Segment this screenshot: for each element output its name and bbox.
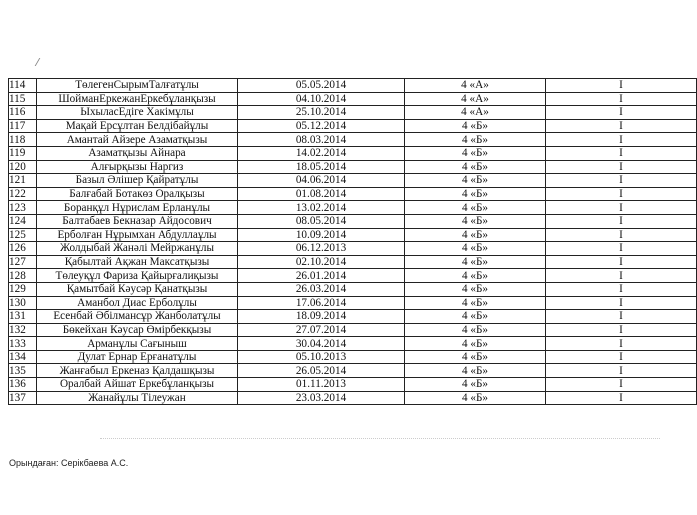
grade-mark: I (546, 79, 697, 93)
row-number: 128 (9, 269, 37, 283)
birth-date: 23.03.2014 (238, 391, 405, 405)
row-number: 124 (9, 214, 37, 228)
grade-mark: I (546, 323, 697, 337)
birth-date: 04.10.2014 (238, 92, 405, 106)
grade-mark: I (546, 364, 697, 378)
row-number: 130 (9, 296, 37, 310)
row-number: 125 (9, 228, 37, 242)
birth-date: 05.05.2014 (238, 79, 405, 93)
student-name: Қабылтай Ақжан Максатқызы (37, 255, 238, 269)
student-name: Балғабай Ботакөз Оралқызы (37, 187, 238, 201)
grade-mark: I (546, 187, 697, 201)
class-name: 4 «Б» (405, 269, 546, 283)
class-name: 4 «Б» (405, 391, 546, 405)
student-name: ТөлегенСырымТалғатұлы (37, 79, 238, 93)
birth-date: 26.01.2014 (238, 269, 405, 283)
class-name: 4 «Б» (405, 174, 546, 188)
table-row (9, 296, 697, 310)
birth-date: 08.05.2014 (238, 214, 405, 228)
student-name: Базыл Әлішер Қайратұлы (37, 174, 238, 188)
row-number: 135 (9, 364, 37, 378)
class-name: 4 «Б» (405, 187, 546, 201)
birth-date: 27.07.2014 (238, 323, 405, 337)
birth-date: 26.05.2014 (238, 364, 405, 378)
class-name: 4 «Б» (405, 296, 546, 310)
student-table (8, 78, 697, 405)
table-row (9, 106, 697, 120)
row-number: 131 (9, 310, 37, 324)
row-number: 134 (9, 350, 37, 364)
row-number: 119 (9, 146, 37, 160)
birth-date: 18.05.2014 (238, 160, 405, 174)
table-row (9, 228, 697, 242)
grade-mark: I (546, 228, 697, 242)
grade-mark: I (546, 350, 697, 364)
student-name: Оралбай Айшат Еркебұланқызы (37, 378, 238, 392)
student-table-body (9, 79, 697, 405)
row-number: 132 (9, 323, 37, 337)
table-row (9, 310, 697, 324)
grade-mark: I (546, 269, 697, 283)
row-number: 126 (9, 242, 37, 256)
birth-date: 04.06.2014 (238, 174, 405, 188)
student-name: ЫхыласЕдіге Хакімұлы (37, 106, 238, 120)
student-name: Есенбай Әбілмансұр Жанболатұлы (37, 310, 238, 324)
student-name: Амантай Айзере Азаматқызы (37, 133, 238, 147)
row-number: 137 (9, 391, 37, 405)
table-row (9, 133, 697, 147)
scan-artifact (100, 438, 660, 441)
student-name: Бөкейхан Кәусар Өмірбекқызы (37, 323, 238, 337)
class-name: 4 «Б» (405, 242, 546, 256)
table-row (9, 174, 697, 188)
student-name: Ерболған Нұрымхан Абдуллаұлы (37, 228, 238, 242)
table-row (9, 323, 697, 337)
student-name: Арманұлы Сағыныш (37, 337, 238, 351)
class-name: 4 «Б» (405, 378, 546, 392)
grade-mark: I (546, 337, 697, 351)
grade-mark: I (546, 378, 697, 392)
birth-date: 06.12.2013 (238, 242, 405, 256)
grade-mark: I (546, 310, 697, 324)
table-row (9, 160, 697, 174)
student-name: Жолдыбай Жанәлі Мейржанұлы (37, 242, 238, 256)
class-name: 4 «Б» (405, 255, 546, 269)
table-row (9, 378, 697, 392)
grade-mark: I (546, 242, 697, 256)
grade-mark: I (546, 391, 697, 405)
row-number: 133 (9, 337, 37, 351)
table-row (9, 92, 697, 106)
class-name: 4 «Б» (405, 350, 546, 364)
student-name: Төлеуқұл Фариза Қайырғалиқызы (37, 269, 238, 283)
grade-mark: I (546, 160, 697, 174)
birth-date: 18.09.2014 (238, 310, 405, 324)
table-row (9, 187, 697, 201)
student-name: Азаматқызы Айнара (37, 146, 238, 160)
row-number: 136 (9, 378, 37, 392)
student-name: Алғырқызы Наргиз (37, 160, 238, 174)
birth-date: 05.10.2013 (238, 350, 405, 364)
student-name: Боранқұл Нұрислам Ерланұлы (37, 201, 238, 215)
table-row (9, 201, 697, 215)
birth-date: 17.06.2014 (238, 296, 405, 310)
birth-date: 10.09.2014 (238, 228, 405, 242)
student-name: Аманбол Диас Ерболұлы (37, 296, 238, 310)
class-name: 4 «Б» (405, 214, 546, 228)
birth-date: 30.04.2014 (238, 337, 405, 351)
class-name: 4 «Б» (405, 323, 546, 337)
class-name: 4 «Б» (405, 160, 546, 174)
student-name: Балтабаев Бекназар Айдосович (37, 214, 238, 228)
class-name: 4 «Б» (405, 364, 546, 378)
birth-date: 13.02.2014 (238, 201, 405, 215)
row-number: 114 (9, 79, 37, 93)
grade-mark: I (546, 296, 697, 310)
birth-date: 01.11.2013 (238, 378, 405, 392)
table-row (9, 79, 697, 93)
class-name: 4 «А» (405, 92, 546, 106)
row-number: 117 (9, 119, 37, 133)
table-row (9, 364, 697, 378)
table-row (9, 255, 697, 269)
table-row (9, 269, 697, 283)
class-name: 4 «А» (405, 106, 546, 120)
table-row (9, 214, 697, 228)
scan-mark (35, 58, 53, 66)
signature-line: Орындаған: Серікбаева А.С. (9, 458, 129, 468)
row-number: 121 (9, 174, 37, 188)
class-name: 4 «Б» (405, 133, 546, 147)
student-name: Жанғабыл Еркеназ Қалдашқызы (37, 364, 238, 378)
birth-date: 26.03.2014 (238, 282, 405, 296)
table-row (9, 146, 697, 160)
row-number: 120 (9, 160, 37, 174)
row-number: 129 (9, 282, 37, 296)
row-number: 127 (9, 255, 37, 269)
birth-date: 08.03.2014 (238, 133, 405, 147)
table-row (9, 282, 697, 296)
birth-date: 25.10.2014 (238, 106, 405, 120)
table-row (9, 391, 697, 405)
student-name: Жанайұлы Тілеужан (37, 391, 238, 405)
student-name: ШойманЕркежанЕркебұланқызы (37, 92, 238, 106)
class-name: 4 «Б» (405, 310, 546, 324)
grade-mark: I (546, 133, 697, 147)
row-number: 115 (9, 92, 37, 106)
grade-mark: I (546, 106, 697, 120)
row-number: 123 (9, 201, 37, 215)
birth-date: 05.12.2014 (238, 119, 405, 133)
grade-mark: I (546, 119, 697, 133)
grade-mark: I (546, 282, 697, 296)
grade-mark: I (546, 92, 697, 106)
grade-mark: I (546, 255, 697, 269)
row-number: 118 (9, 133, 37, 147)
birth-date: 01.08.2014 (238, 187, 405, 201)
class-name: 4 «Б» (405, 228, 546, 242)
grade-mark: I (546, 146, 697, 160)
grade-mark: I (546, 174, 697, 188)
class-name: 4 «Б» (405, 146, 546, 160)
birth-date: 02.10.2014 (238, 255, 405, 269)
class-name: 4 «А» (405, 79, 546, 93)
class-name: 4 «Б» (405, 337, 546, 351)
row-number: 116 (9, 106, 37, 120)
table-row (9, 119, 697, 133)
table-row (9, 337, 697, 351)
grade-mark: I (546, 214, 697, 228)
student-name: Қамытбай Кәусәр Қанатқызы (37, 282, 238, 296)
row-number: 122 (9, 187, 37, 201)
class-name: 4 «Б» (405, 201, 546, 215)
table-row (9, 350, 697, 364)
birth-date: 14.02.2014 (238, 146, 405, 160)
student-name: Дулат Ернар Ерғанатұлы (37, 350, 238, 364)
class-name: 4 «Б» (405, 282, 546, 296)
table-row (9, 242, 697, 256)
grade-mark: I (546, 201, 697, 215)
student-name: Мақай Ерсұлтан Белдібайұлы (37, 119, 238, 133)
class-name: 4 «Б» (405, 119, 546, 133)
